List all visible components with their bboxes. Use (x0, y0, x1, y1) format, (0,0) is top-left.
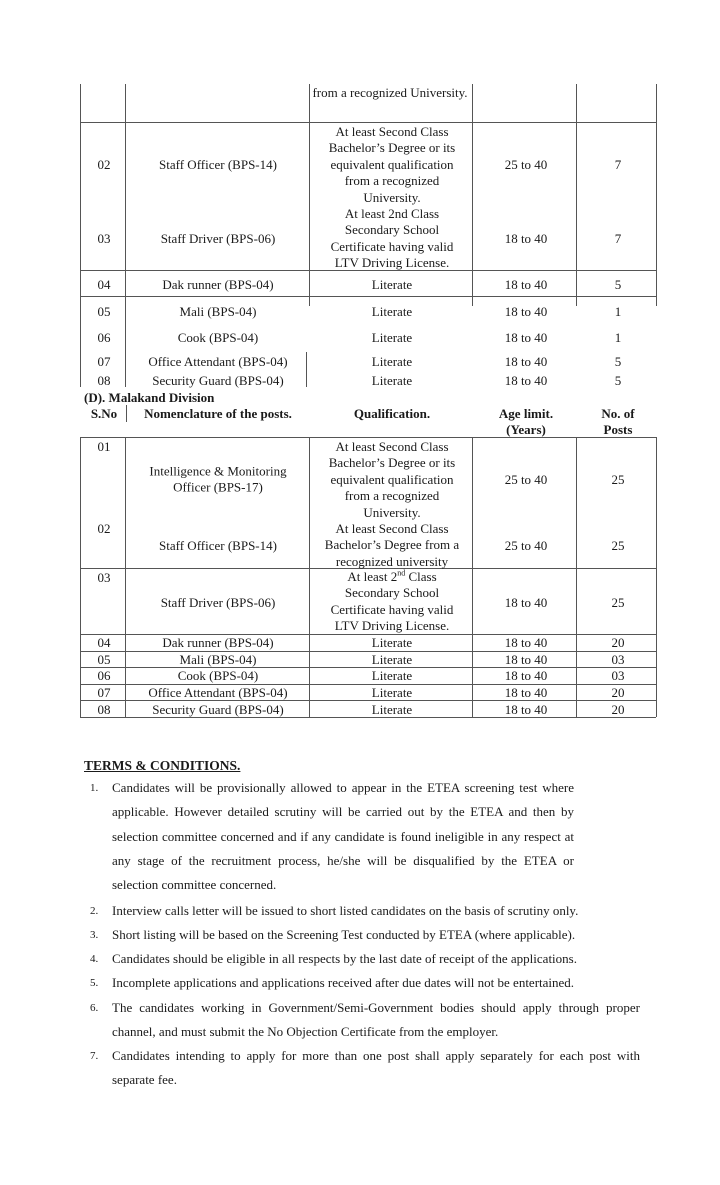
upper-row-02-qualification: At least Second Class Bachelor’s Degree or its equivalent qualification from a recognized University. (328, 124, 456, 205)
malakand-row-02-sno: 02 (97, 521, 111, 536)
header-age (480, 406, 572, 438)
upper-row-06-age: 18 to 40 (504, 329, 548, 345)
malakand-row-05-sno: 05 (97, 651, 111, 667)
malakand-row-04-sno: 04 (97, 634, 111, 650)
upper-row-05-sno: 05 (97, 303, 111, 319)
term-text-4: Candidates should be eligible in all respects by the last date of receipt of the applications. (112, 951, 577, 966)
malakand-row-03-qualification-prefix: At least 2 (347, 569, 398, 584)
malakand-row-07-sno: 07 (97, 684, 111, 700)
malakand-row-07-posts: 20 (611, 684, 625, 700)
upper-row-03-posts: 7 (614, 230, 622, 246)
upper-row-08-post: Security Guard (BPS-04) (152, 372, 284, 388)
malakand-row-06-qualification: Literate (371, 667, 413, 683)
malakand-row-01-posts: 25 (611, 471, 625, 487)
malakand-row-02-posts: 25 (611, 537, 625, 553)
header-age-line2: (Years) (506, 422, 546, 437)
malakand-row-01-sno: 01 (97, 439, 111, 454)
header-age-line1: Age limit. (498, 406, 554, 421)
term-number-3: 3. (90, 929, 99, 941)
malakand-row-08-age: 18 to 40 (504, 701, 548, 717)
malakand-row-01-post: Intelligence & Monitoring Officer (BPS-17) (149, 463, 287, 495)
upper-row-07-age: 18 to 40 (504, 353, 548, 369)
upper-row-06-posts: 1 (614, 329, 622, 345)
malakand-row-06-post: Cook (BPS-04) (177, 667, 259, 683)
term-text-1: Candidates will be provisionally allowed to appear in the ETEA screening test where applicable. However detailed scrutiny will be carried out by the ETEA and then by selection committee concerned and if any candidate is found ineligible in any respect at any stage of the recruitment process, he/she will be disqualified by the ETEA or selection committee concerned. (112, 780, 574, 893)
upper-row-08-qualification: Literate (371, 372, 413, 388)
header-posts-line2: Posts (603, 422, 633, 437)
malakand-row-04-posts: 20 (611, 634, 625, 650)
malakand-row-02-post: Staff Officer (BPS-14) (159, 537, 277, 553)
upper-row-02-sno: 02 (97, 156, 111, 172)
upper-row-08-posts: 5 (614, 372, 622, 388)
header-posts (580, 406, 656, 438)
malakand-row-01-age: 25 to 40 (504, 471, 548, 487)
upper-row-04-post: Dak runner (BPS-04) (162, 276, 274, 292)
malakand-row-08-sno: 08 (97, 701, 111, 717)
term-number-1: 1. (90, 782, 99, 794)
upper-row-03-post: Staff Driver (BPS-06) (160, 230, 276, 246)
malakand-row-08-posts: 20 (611, 701, 625, 717)
malakand-row-03-sno: 03 (97, 570, 111, 585)
term-number-5: 5. (90, 977, 99, 989)
upper-row-04-posts: 5 (614, 276, 622, 292)
upper-row-04-qualification: Literate (371, 276, 413, 292)
term-number-7: 7. (90, 1050, 99, 1062)
term-item-1 (84, 776, 574, 897)
upper-row-02-posts: 7 (614, 156, 622, 172)
term-item-4 (84, 947, 640, 971)
upper-row-02-post: Staff Officer (BPS-14) (159, 156, 277, 172)
malakand-row-04-age: 18 to 40 (504, 634, 548, 650)
malakand-row-03-qualification-suffix: Class (405, 569, 437, 584)
malakand-row-03-qualification (318, 569, 466, 635)
term-item-2 (84, 899, 640, 923)
malakand-row-03-post: Staff Driver (BPS-06) (160, 594, 276, 610)
malakand-row-04-qualification: Literate (371, 634, 413, 650)
upper-row-03-sno: 03 (97, 230, 111, 246)
upper-row-02-age: 25 to 40 (504, 156, 548, 172)
term-item-6 (84, 996, 640, 1045)
upper-row-04-age: 18 to 40 (504, 276, 548, 292)
term-number-2: 2. (90, 905, 99, 917)
header-qualification: Qualification. (353, 406, 431, 421)
malakand-row-03-qualification-rest: Secondary School Certificate having valid LTV Driving License. (330, 585, 454, 634)
malakand-row-03-qualification-sup: nd (397, 568, 406, 578)
upper-row-03-qualification: At least 2nd Class Secondary School Certificate having valid LTV Driving License. (330, 206, 454, 271)
header-sno: S.No (90, 406, 118, 421)
term-text-5: Incomplete applications and applications received after due dates will not be entertained. (112, 975, 575, 990)
malakand-row-02-qualification: At least Second Class Bachelor’s Degree from a recognized university (324, 521, 460, 569)
upper-row-06-qualification: Literate (371, 329, 413, 345)
term-text-7: Candidates intending to apply for more than one post shall apply separately for each post with separate fee. (112, 1048, 640, 1088)
malakand-row-07-post: Office Attendant (BPS-04) (148, 684, 288, 700)
upper-row-07-qualification: Literate (371, 353, 413, 369)
upper-row-05-posts: 1 (614, 303, 622, 319)
upper-row-03-age: 18 to 40 (504, 230, 548, 246)
upper-row-07-post: Office Attendant (BPS-04) (148, 353, 288, 369)
malakand-row-04-post: Dak runner (BPS-04) (162, 634, 274, 650)
terms-title: TERMS & CONDITIONS. (84, 758, 241, 773)
section-title: (D). Malakand Division (84, 390, 215, 405)
malakand-row-03-posts: 25 (611, 594, 625, 610)
header-divider (126, 405, 127, 422)
upper-row-07-posts: 5 (614, 353, 622, 369)
upper-row-05-qualification: Literate (371, 303, 413, 319)
malakand-row-08-qualification: Literate (371, 701, 413, 717)
upper-row-06-post: Cook (BPS-04) (177, 329, 259, 345)
malakand-row-05-qualification: Literate (371, 651, 413, 667)
malakand-row-07-qualification: Literate (371, 684, 413, 700)
qualification-continuation: from a recognized University. (312, 85, 468, 100)
malakand-row-05-posts: 03 (611, 651, 625, 667)
malakand-row-05-post: Mali (BPS-04) (179, 651, 257, 667)
malakand-row-06-posts: 03 (611, 667, 625, 683)
term-item-5 (84, 971, 640, 995)
term-text-3: Short listing will be based on the Screening Test conducted by ETEA (where applicable). (112, 927, 576, 942)
upper-row-08-age: 18 to 40 (504, 372, 548, 388)
term-item-7 (84, 1044, 640, 1093)
malakand-row-07-age: 18 to 40 (504, 684, 548, 700)
malakand-row-06-age: 18 to 40 (504, 667, 548, 683)
upper-row-05-post: Mali (BPS-04) (179, 303, 257, 319)
header-posts-line1: No. of (601, 406, 635, 421)
upper-row-05-age: 18 to 40 (504, 303, 548, 319)
upper-row-04-sno: 04 (97, 276, 111, 292)
upper-row-08-sno: 08 (97, 372, 111, 388)
term-item-3 (84, 923, 640, 947)
malakand-row-01-qualification: At least Second Class Bachelor’s Degree or its equivalent qualification from a recognized University. (328, 439, 456, 520)
malakand-row-03-age: 18 to 40 (504, 594, 548, 610)
upper-row-06-sno: 06 (97, 329, 111, 345)
malakand-row-08-post: Security Guard (BPS-04) (152, 701, 284, 717)
header-post: Nomenclature of the posts. (144, 406, 292, 421)
term-number-4: 4. (90, 953, 99, 965)
malakand-row-06-sno: 06 (97, 667, 111, 683)
malakand-row-05-age: 18 to 40 (504, 651, 548, 667)
term-number-6: 6. (90, 1002, 99, 1014)
term-text-6: The candidates working in Government/Semi-Government bodies should apply through proper channel, and must submit the No Objection Certificate from the employer. (112, 1000, 640, 1040)
malakand-row-02-age: 25 to 40 (504, 537, 548, 553)
term-text-2: Interview calls letter will be issued to short listed candidates on the basis of scrutiny only. (112, 903, 579, 918)
upper-row-07-sno: 07 (97, 353, 111, 369)
